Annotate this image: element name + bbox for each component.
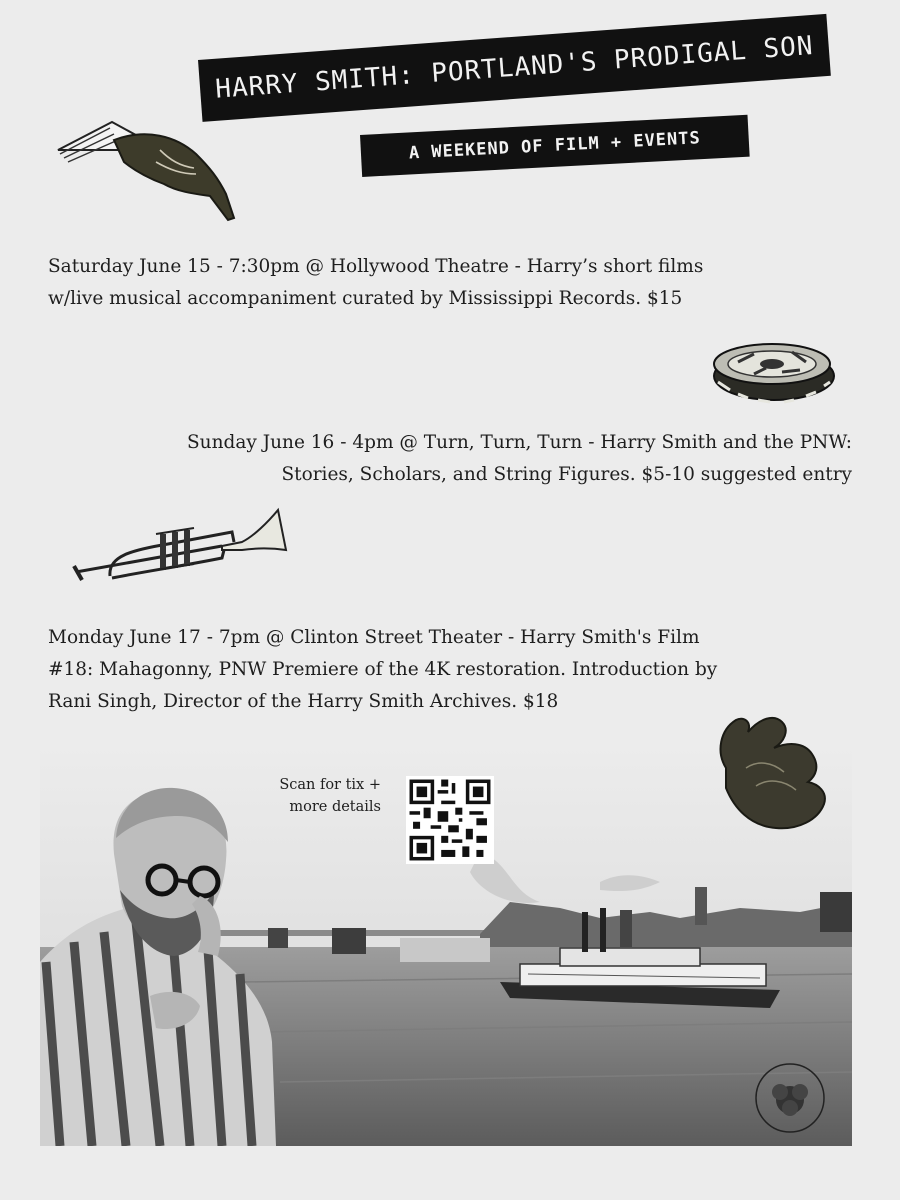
film-reel-icon [708,332,840,414]
event-sunday-line2: Stories, Scholars, and String Figures. $5-10 suggested entry [281,464,852,485]
poster-subtitle: A WEEKEND OF FILM + EVENTS [408,128,702,164]
trumpet-icon [72,506,290,588]
event-sunday-line1: Sunday June 16 - 4pm @ Turn, Turn, Turn - Harry Smith and the PNW: [187,432,852,453]
pointing-hand-icon [50,110,240,230]
event-saturday-line1: Saturday June 15 - 7:30pm @ Hollywood Theatre - Harry’s short films [48,256,704,277]
title-banner [198,14,831,122]
event-monday [48,622,717,718]
event-monday-line1: Monday June 17 - 7pm @ Clinton Street Theater - Harry Smith's Film [48,627,700,648]
hand-silhouette-icon [712,712,840,836]
qr-caption [236,774,381,818]
event-monday-line3: Rani Singh, Director of the Harry Smith Archives. $18 [48,691,559,712]
event-saturday-line2: w/live musical accompaniment curated by Mississippi Records. $15 [48,288,683,309]
qr-caption-line2: more details [289,799,381,815]
qr-code-icon[interactable] [406,776,494,864]
subtitle-banner [360,115,750,177]
qr-caption-line1: Scan for tix + [279,777,381,793]
event-saturday [48,251,703,315]
poster-title: HARRY SMITH: PORTLAND'S PRODIGAL SON [214,30,815,105]
event-sunday [187,427,852,491]
event-monday-line2: #18: Mahagonny, PNW Premiere of the 4K restoration. Introduction by [48,659,718,680]
